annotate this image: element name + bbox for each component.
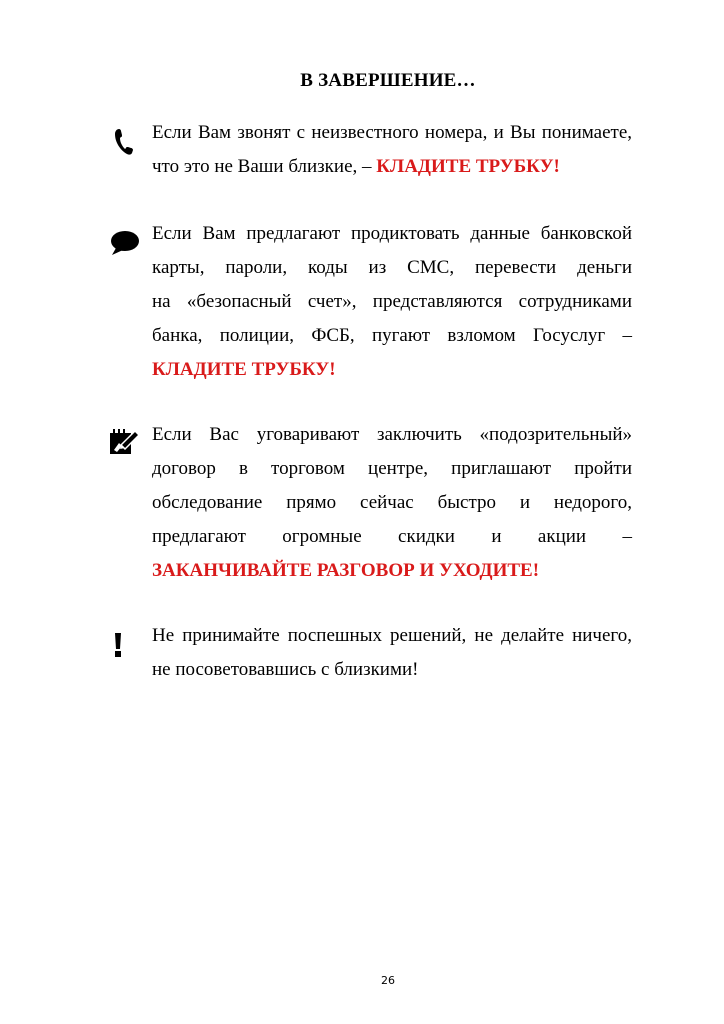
tip-item-unknown-caller <box>152 116 632 184</box>
tip-item-bank-fraud <box>152 217 632 387</box>
warning-text: КЛАДИТЕ ТРУБКУ! <box>152 359 336 380</box>
warning-text: КЛАДИТЕ ТРУБКУ! <box>376 156 560 177</box>
contract-edit-icon <box>109 428 141 456</box>
tip-text-line: договор в торговом центре, приглашают пройти <box>152 458 632 479</box>
tip-text-line: предлагают огромные скидки и акции – <box>152 526 632 547</box>
tip-text-line <box>152 150 632 184</box>
tip-text-line: на «безопасный счет», представляются сотрудниками <box>152 291 632 312</box>
warning-text: ЗАКАНЧИВАЙТЕ РАЗГОВОР И УХОДИТЕ! <box>152 560 540 581</box>
page-title: В ЗАВЕРШЕНИЕ… <box>300 70 476 91</box>
tip-item-no-hasty-decisions <box>152 619 632 687</box>
tip-item-suspicious-contract <box>152 418 632 588</box>
tip-text-line: Не принимайте поспешных решений, не делайте ничего, <box>152 625 632 646</box>
tip-text-line: карты, пароли, коды из СМС, перевести деньги <box>152 257 632 278</box>
tip-text-line: Если Вас уговаривают заключить «подозрительный» <box>152 424 632 445</box>
tip-text-line: Если Вам звонят с неизвестного номера, и Вы понимаете, <box>152 122 632 143</box>
tip-text-line: Если Вам предлагают продиктовать данные банковской <box>152 223 632 244</box>
tip-text-line: не посоветовавшись с близкими! <box>152 659 419 680</box>
page-number: 26 <box>381 974 395 987</box>
tip-text: что это не Ваши близкие, – <box>152 156 372 177</box>
tip-text-line: обследование прямо сейчас быстро и недорого, <box>152 492 632 513</box>
exclamation-icon <box>113 632 123 658</box>
speech-bubble-icon <box>110 230 140 256</box>
tip-text-line: банка, полиции, ФСБ, пугают взломом Госуслуг – <box>152 325 632 346</box>
phone-icon <box>114 128 134 156</box>
